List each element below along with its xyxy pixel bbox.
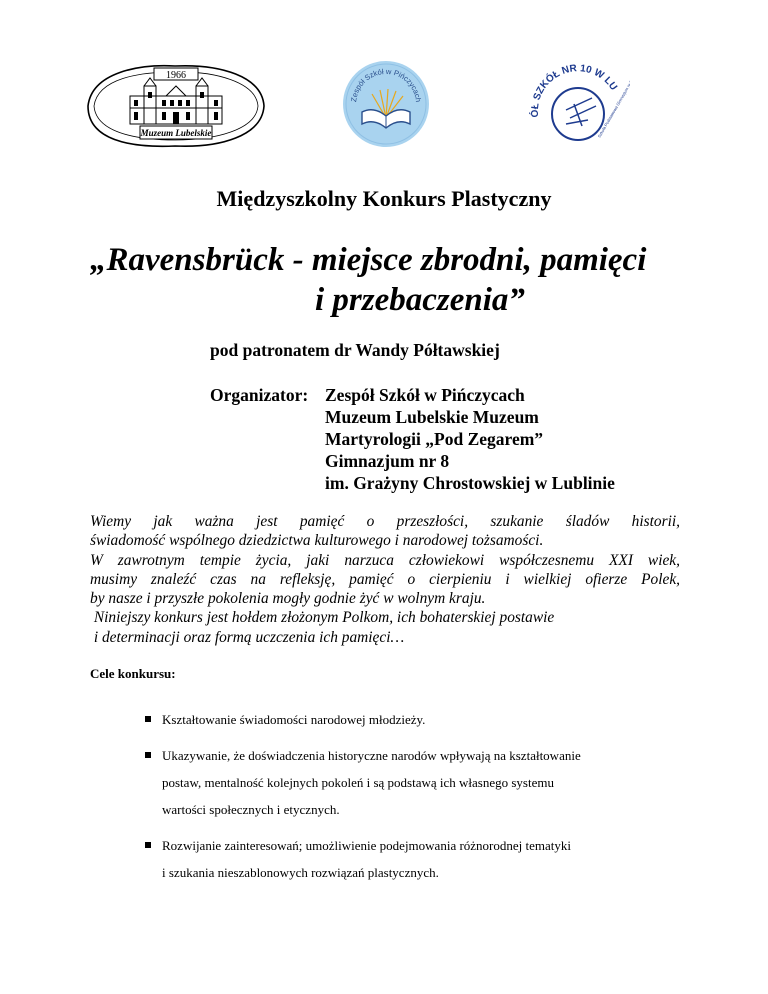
intro-line: musimy znaleźć czas na refleksję, pamięć o cierpieniu i wielkiej ofierze Polek,	[90, 570, 680, 588]
goal-line: i szukania nieszablonowych rozwiązań plastycznych.	[162, 865, 439, 880]
contest-title	[90, 240, 646, 320]
goals-heading: Cele konkursu:	[90, 666, 176, 681]
organizer-label: Organizator:	[210, 385, 309, 405]
goal-line: Kształtowanie świadomości narodowej młodzieży.	[162, 712, 426, 727]
organizer-block	[210, 384, 615, 494]
goals-list	[145, 706, 685, 895]
bullet-square-icon	[145, 842, 151, 848]
goal-line: Ukazywanie, że doświadczenia historyczne narodów wpływają na kształtowanie	[162, 748, 581, 763]
school-pinczyce-logo	[342, 60, 430, 148]
bullet-square-icon	[145, 716, 151, 722]
organizer-line: Gimnazjum nr 8	[325, 451, 450, 471]
goal-line: wartości społecznych i etycznych.	[162, 802, 340, 817]
organizer-line: im. Grażyny Chrostowskiej w Lublinie	[325, 473, 615, 493]
zespol-szkol-10-logo	[522, 54, 630, 162]
goal-line: postaw, mentalność kolejnych pokoleń i są podstawą ich własnego systemu	[162, 775, 554, 790]
contest-title-line-1: „Ravensbrück - miejsce zbrodni, pamięci	[90, 242, 647, 278]
contest-subtitle: Międzyszkolny Konkurs Plastyczny	[216, 186, 552, 211]
intro-line: świadomość wspólnego dziedzictwa kulturowego i narodowej tożsamości.	[90, 532, 544, 550]
goal-line: Rozwijanie zainteresowań; umożliwienie podejmowania różnorodnej tematyki	[162, 838, 572, 853]
intro-line: W zawrotnym tempie życia, jaki narzuca człowiekowi współczesnemu XXI wiek,	[90, 551, 680, 569]
gimnazjum-logo-arc-text: ÓŁ SZKÓŁ NR 10 W LU	[529, 63, 620, 118]
intro-paragraph	[90, 512, 680, 647]
organizer-line: Zespół Szkół w Pińczycach	[325, 385, 525, 405]
bullet-square-icon	[145, 752, 151, 758]
museum-logo-name: Muzeum Lubelskie	[140, 128, 212, 138]
contest-title-line-2: i przebaczenia”	[315, 282, 525, 318]
organizer-line: Muzeum Lubelskie Muzeum	[325, 407, 539, 427]
gimnazjum-logo-inner-text: Szkoła Podstawowa Gimnazjum nr 8	[596, 79, 630, 139]
goal-item	[145, 832, 685, 886]
goal-item	[145, 742, 685, 823]
school-logo-arc-text: Zespół Szkół w Pińczycach	[349, 66, 423, 103]
museum-logo-year: 1966	[166, 70, 186, 81]
patronage: pod patronatem dr Wandy Półtawskiej	[210, 340, 500, 360]
museum-lubelskie-logo	[80, 60, 270, 152]
intro-line: Niniejszy konkurs jest hołdem złożonym Polkom, ich bohaterskiej postawie	[90, 609, 555, 627]
organizer-line: Martyrologii „Pod Zegarem”	[325, 429, 544, 449]
intro-line: i determinacji oraz formą uczczenia ich pamięci…	[90, 628, 405, 646]
goal-item	[145, 706, 685, 733]
intro-line: by nasze i przyszłe pokolenia mogły godnie żyć w wolnym kraju.	[90, 590, 486, 608]
intro-line: Wiemy jak ważna jest pamięć o przeszłości, szukanie śladów historii,	[90, 513, 680, 530]
